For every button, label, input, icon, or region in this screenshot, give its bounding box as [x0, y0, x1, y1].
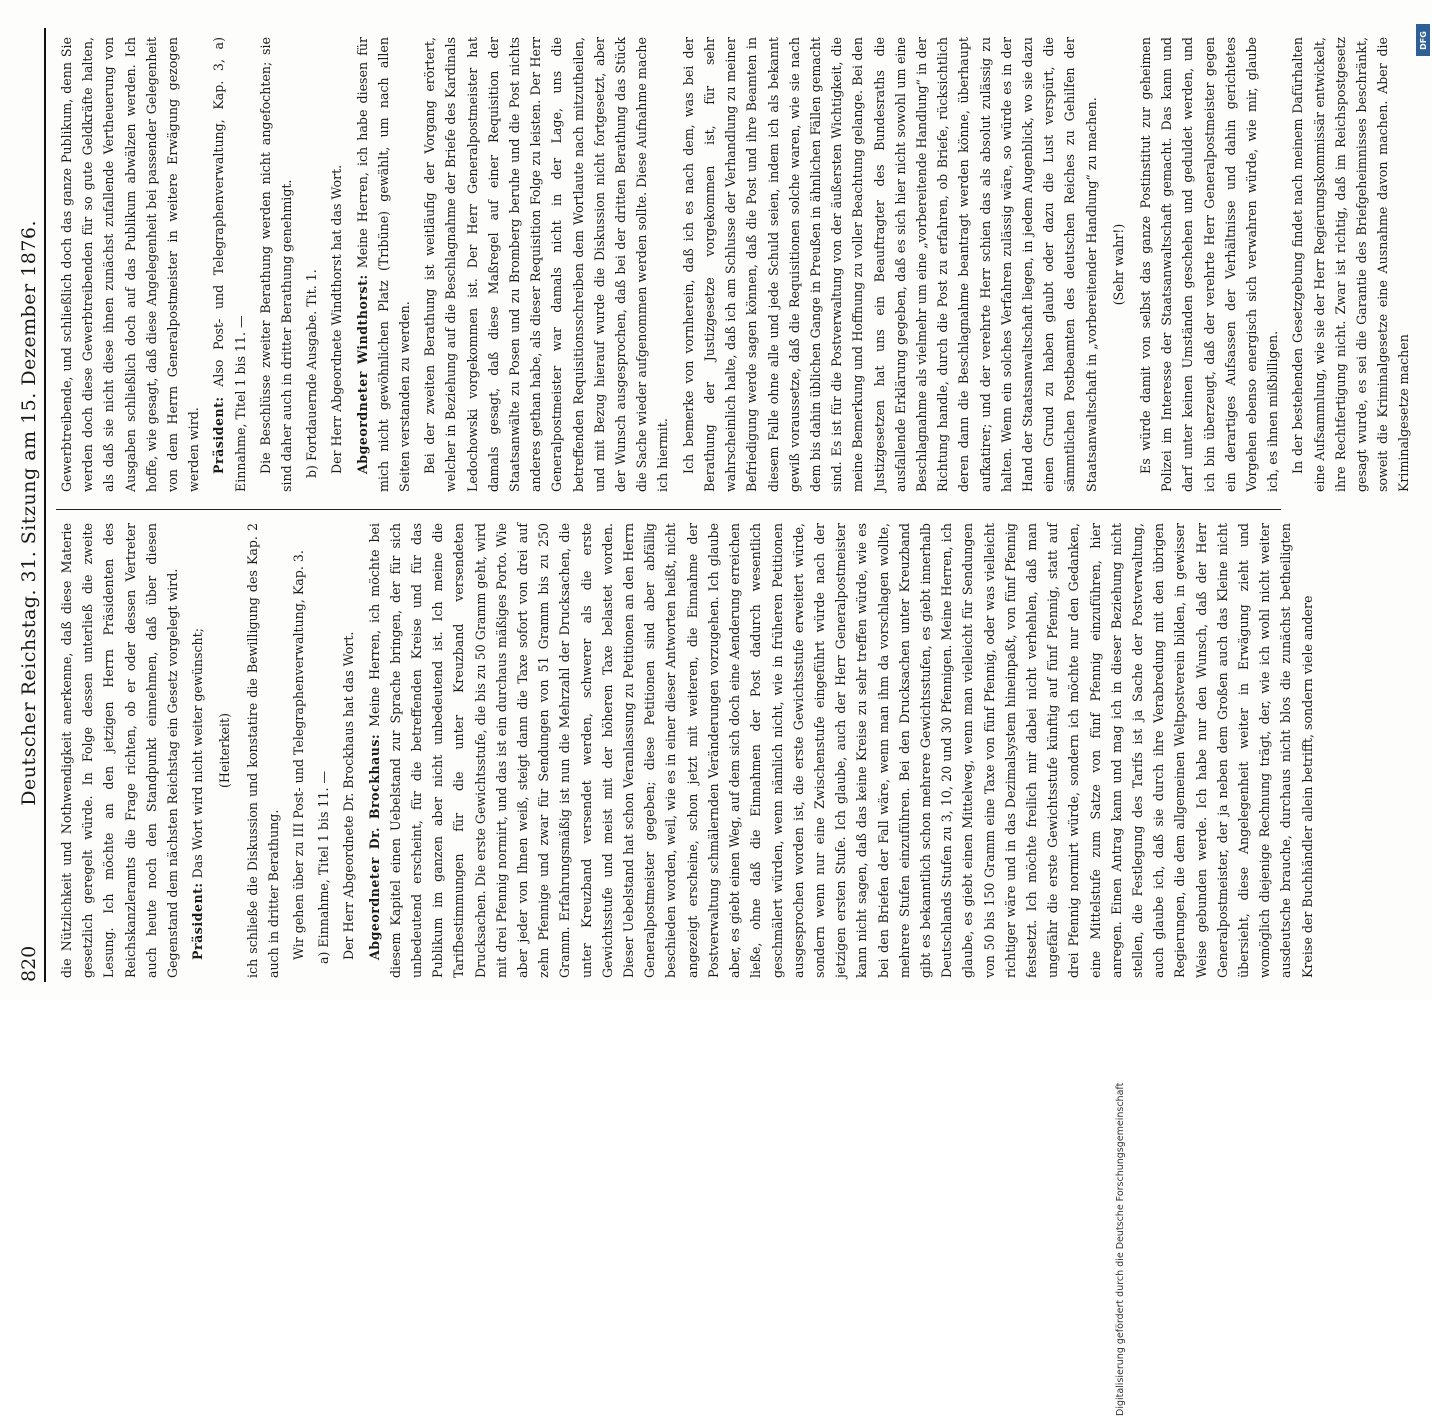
speech-text: Meine Herren, ich habe diesen für mich nicht gewöhnlichen Platz (Tribüne) gewählt, um nach allen Seiten verstanden zu werden.: [354, 37, 413, 492]
speaker-name: Präsident:: [211, 396, 227, 474]
speech-paragraph: [187, 523, 208, 978]
interjection: (Heiterkeit): [217, 713, 233, 788]
speaker-name: Abgeordneter Windthorst:: [354, 274, 370, 474]
body-paragraph: Wir gehen über zu III Post- und Telegraphenverwaltung, Kap. 3.: [291, 550, 307, 960]
dfg-logo: [1416, 24, 1430, 56]
column-divider: [56, 509, 1281, 510]
left-column: [56, 523, 1315, 978]
body-paragraph: Bei der zweiten Berathung ist weitläufig der Vorgang erörtert, welcher in Beziehung auf die Beschlagnahme der Briefe des Kardinals Ledochowski vorgekommen ist. Der Herr Generalpostmeister hat damals gesagt, daß diese Maßregel auf einer Requisition der Staatsanwälte zu Posen und zu Bromberg beruhe und die Post nichts anderes gethan habe, als dieser Requisition Folge zu leisten. Der Herr Generalpostmeister war damals nicht in der Lage, uns die betreffenden Requisitionsschreiben dem Wortlaute nach mitzutheilen, und mit Bezug hierauf wurde die Diskussion nicht fortgesetzt, aber der Wunsch ausgesprochen, daß bei der dritten Berathung das Stück die Sache wieder aufgenommen werden sollte. Diese Aufnahme mache ich hiermit.: [422, 37, 671, 492]
header-rule: [44, 28, 46, 982]
speech-text: Also Post- und Telegraphenverwaltung, Kap. 3, a) Einnahme, Titel 1 bis 11. —: [211, 37, 248, 492]
speaker-name: Präsident:: [190, 882, 206, 960]
body-paragraph: Der Herr Abgeordnete Dr. Brockhaus hat das Wort.: [341, 631, 357, 960]
body-paragraph: In der bestehenden Gesetzgebung findet nach meinem Dafürhalten eine Aufsammlung, wie sie der Herr Regierungskommissär entwickelt, ihre Rechtfertigung nicht. Zwar ist richtig, daß im Reichspostgesetz gesagt wurde, es sei die Garantie des Briefgeheimnisses beschränkt, soweit die Kriminalgesetze eine Ausnahme davon machen. Aber die Kriminalgesetze machen: [1290, 37, 1412, 492]
body-paragraph: Ich bemerke von vornherein, daß ich es nach dem, was bei der Berathung der Justizgesetze vorgekommen ist, für sehr wahrscheinlich halte, daß ich am Schlusse der Verhandlung zu meiner Befriedigung werde sagen können, daß die Post und ihre Beamten in diesem Falle ohne alle und jede Schuld seien, indem ich als bekannt gewiß voraussetze, daß die Requisitionen solche waren, wie sie nach dem bis dahin üblichen Gange in Preußen in ähnlichen Fällen gemacht sind. Es ist für die Postverwaltung von der äußersten Wichtigkeit, die meine Bemerkung und Hoffnung zu voller Beachtung gelange. Bei den Justizgesetzen hat uns ein Beauftragter des Bundesraths die ausfallende Erklärung gegeben, daß es sich hier nicht sowohl um eine Beschlagnahme als vielmehr um eine „vorbereitende Handlung“ in der Richtung handle, durch die Post zu erfahren, ob Briefe, rücksichtlich deren dann die Beschlagnahme beantragt werden könne, überhaupt aufkatirer; und der verehrte Herr schien das als absolut zulässig zu halten. Wenn ein solches Verfahren zulässig wäre, so würde es in der Hand der Staatsanwaltschaft liegen, in jedem Augenblick, wo sie dazu einen Grund zu haben glaubt oder dazu die Lust verspürt, die sämmtlichen Postbeamten des deutschen Reiches zu Gehilfen der Staatsanwaltschaft in „vorbereitender Handlung“ zu machen.: [680, 37, 1099, 492]
speech-paragraph: [208, 37, 250, 492]
page-number: 820: [18, 945, 40, 982]
speech-text: Das Wort wird nicht weiter gewünscht;: [190, 628, 206, 879]
body-paragraph: Die Beschlüsse zweiter Berathung werden nicht angefochten; sie sind daher auch in dritter Berathung genehmigt.: [257, 37, 295, 492]
body-paragraph: Es würde damit von selbst das ganze Postinstitut zur geheimen Polizei im Interesse der Staatsanwaltschaft gemacht. Das kann und darf unter keinen Umständen geschehen und geduldet werden, und ich bin überzeugt, daß der verehrte Herr Generalpostmeister gegen ein derartiges Aufsassen der Verhältnisse und dahin gerichtetes Vorgehen ebenso energisch sich verwahren würde, wie mir, glaube ich, es ihnen mißbilligen.: [1137, 37, 1281, 492]
body-paragraph: die Nützlichkeit und Nothwendigkeit anerkenne, daß diese Materie gesetzlich geregelt würde. In Folge dessen unterließ die zweite Lesung. Ich möchte an den jetzigen Herrn Präsidenten des Reichskanzleramts die Frage richten, ob er oder dessen Vertreter auch heute noch den Standpunkt einnehmen, daß über diesen Gegenstand dem nächsten Reichstag ein Gesetz vorgelegt wird.: [59, 523, 181, 978]
speech-paragraph: [364, 523, 1318, 978]
digitization-credit: Digitalisierung gefördert durch die Deutsche Forschungsgemeinschaft: [1115, 1082, 1126, 1416]
agenda-item: a) Einnahme, Titel 1 bis 11. —: [316, 770, 332, 964]
body-paragraph: ich schließe die Diskussion und konstatire die Bewilligung des Kap. 2 auch in dritter Berathung.: [244, 523, 281, 978]
interjection: (Sehr wahr!): [1110, 223, 1126, 306]
body-paragraph: Der Herr Abgeordnete Windthorst hat das Wort.: [329, 164, 345, 474]
speech-paragraph: [352, 37, 416, 492]
speech-text: Meine Herren, ich möchte bei diesem Kapitel einen Uebelstand zur Sprache bringen, der für sich unbedeutend erscheint, für die betreffenden Kreise und für das Publikum im ganzen aber nicht unbedeutend ist. Ich meine die Tarifbestimmungen für die unter Kreuzband versendeten Drucksachen. Die erste Gewichtsstufe, die bis zu 50 Gramm geht, wird mit drei Pfennig normirt, und das ist ein durchaus mäßiges Porto. Wie aber jeder von Ihnen weiß, steigt dann die Taxe sofort von drei auf zehn Pfennige und zwar für Sendungen von 51 Gramm bis zu 250 Gramm. Erfahrungsmäßig ist nun die Mehrzahl der Drucksachen, die unter Kreuzband versendet werden, schwerer als die erste Gewichtsstufe und meist mit der höheren Taxe belastet worden. Dieser Uebelstand hat schon Veranlassung zu Petitionen an den Herrn Generalpostmeister gegeben; diese Petitionen sind aber abfällig beschieden worden, weil, wie es in einer dieser Antworten heißt, nicht angezeigt erscheine, schon jetzt mit weiteren, die Einnahme der Postverwaltung schmälernden Veränderungen vorzugehen. Ich glaube aber, es giebt einen Weg, auf dem sich doch eine Aenderung erreichen ließe, ohne daß die Einnahmen der Post dadurch wesentlich geschmälert würden, wenn nämlich nicht, wie in früheren Petitionen ausgesprochen worden ist, die erste Gewichtsstufe erweitert würde, sondern wenn nur eine Zwischenstufe eingeführt würde nach der jetzigen ersten Stufe. Ich glaube, auch der Herr Generalpostmeister kann nicht sagen, daß das keine Kreise zu sehr treffen würde, wie es bei den Briefen der Fall wäre, wenn man ihm da vorschlagen wollte, mehrere Stufen einzuführen. Bei den Drucksachen unter Kreuzband gibt es bekanntlich schon mehrere Gewichtsstufen, es giebt innerhalb Deutschlands Stufen zu 3, 10, 20 und 30 Pfennigen. Meine Herren, ich glaube, es giebt einen Mittelweg, wenn man vielleicht für Sendungen von 50 bis 150 Gramm eine Taxe von fünf Pfennig, oder was vielleicht richtiger wäre und in das Dezimalsystem hineinpaßt, von fünf Pfennig festsetzt. Ich möchte freilich mir dabei nicht verhehlen, daß man ungefähr die erste Gewichtsstufe künftig auf fünf Pfennig, statt auf drei Pfennig normirt würde, sondern ich möchte nur den Gedanken, eine Mittelstufe zum Satze von fünf Pfennig einzuführen, hier anregen. Einen Antrag kann und mag ich in dieser Beziehung nicht stellen, die Festlegung des Tarifs ist ja Sache der Postverwaltung, auch glaube ich, daß sie durch ihre Verabredung mit den übrigen Regierungen, die dem allgemeinen Weltpostverein bilden, in gewisser Weise gebunden werde. Ich habe nur den Wunsch, daß der Herr Generalpostmeister, der ja neben dem Großen auch das Kleine nicht übersieht, diese Angelegenheit weiter in Erwägung zieht und womöglich diejenige Rechnung trägt, der, wie ich wohl nicht weiter ausdeutsche brauche, durchaus nicht blos die zunächst betheiligten Kreise der Buchhändler allein betrifft, sondern viele andere: [366, 523, 1315, 978]
running-title: Deutscher Reichstag. 31. Sitzung am 15. Dezember 1876.: [18, 219, 40, 806]
page-header: [12, 40, 40, 982]
body-paragraph: Gewerbtreibende, und schließlich doch das ganze Publikum, denn Sie werden doch diese Gewerbtreibenden für so gute Geldkräfte halten, als daß sie nicht diese ihnen zunächst zufallende Vertheuerung von Ausgaben schließlich doch auf das Publikum abwälzen werden. Ich hoffe, wie gesagt, daß diese Angelegenheit bei passender Gelegenheit von dem Herrn Generalpostmeister in weitere Erwägung gezogen werden wird.: [59, 37, 202, 492]
speaker-name: Abgeordneter Dr. Brockhaus:: [366, 733, 382, 960]
dfg-logo-label: DFG: [1418, 30, 1428, 50]
agenda-item: b) Fortdauernde Ausgabe. Tit. 1.: [304, 269, 320, 478]
right-column: [56, 37, 1412, 492]
